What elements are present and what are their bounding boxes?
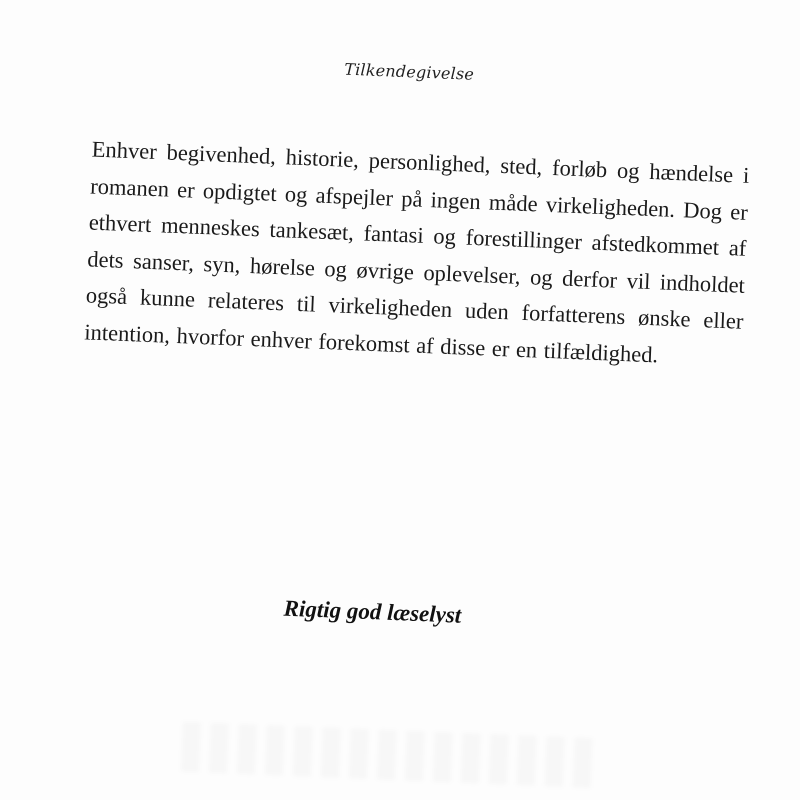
disclaimer-paragraph: Enhver begivenhed, historie, personlighed, sted, forløb og hændelse i romanen er opdigtet og afspejler på ingen måde virkeligheden. Dog er ethvert menneskes tankesæt, fantasi og forestillinger afstedkommet af dets sanser, syn, hørelse og øvrige oplevelser, og derfor vil indholdet også kunne relateres til virkeligheden uden forfatterens ønske eller intention, hvorfor enhver forekomst af disse er en tilfældighed. — [83, 136, 750, 367]
closing-line: Rigtig god læselyst — [283, 595, 462, 628]
page-heading: Tilkendegivelse — [343, 59, 475, 84]
show-through-texture — [181, 722, 603, 789]
